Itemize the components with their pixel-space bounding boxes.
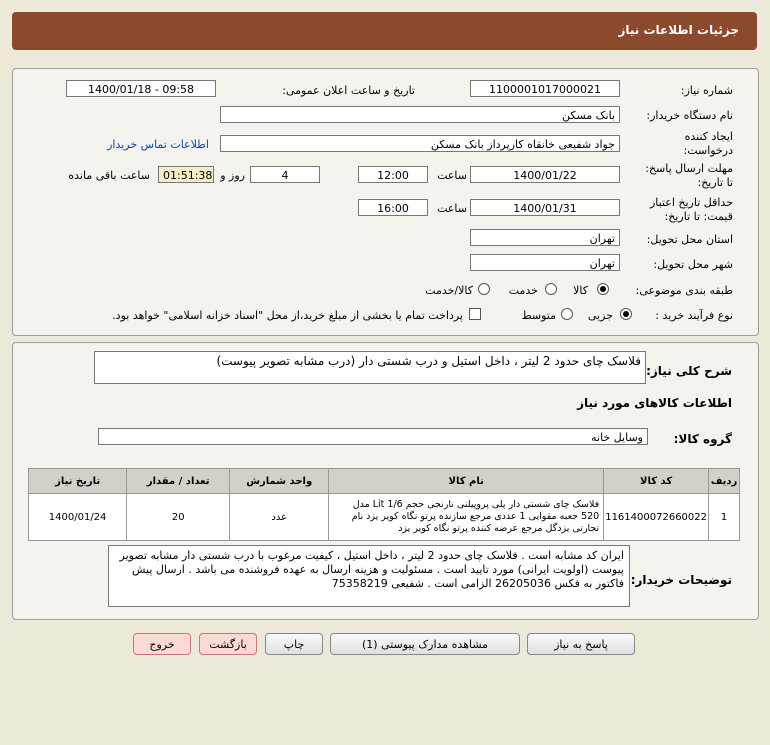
validity-time-label: ساعت [437,202,467,215]
city-field: تهران [470,254,620,271]
deadline-time-field: 12:00 [358,166,428,183]
buyer-org-field: بانک مسکن [220,106,620,123]
page-title: جزئیات اطلاعات نیاز [618,23,739,37]
back-button[interactable]: بازگشت [199,633,257,655]
description-label: شرح کلی نیاز: [646,364,732,378]
row-index: 1 [709,494,740,541]
row-date: 1400/01/24 [29,494,127,541]
treasury-payment-checkbox[interactable] [469,308,481,320]
category-goods-service-label: کالا/خدمت [425,284,473,297]
remaining-time-label: ساعت باقی مانده [68,169,150,182]
col-name: نام کالا [329,469,604,494]
province-field: تهران [470,229,620,246]
row-qty: 20 [127,494,230,541]
buyer-notes-label: توضیحات خریدار: [630,573,732,587]
validity-date-field: 1400/01/31 [470,199,620,216]
category-goods-radio[interactable] [597,283,609,295]
creator-label: ایجاد کننده درخواست: [683,130,733,157]
category-goods-label: کالا [573,284,588,297]
row-name: فلاسک چای شستی دار پلی پروپیلنی نارنجی حجم 1/6 Lit مدل 520 جعبه مقوایی 1 عددی مرجع سازنده پرتو نگاه کویر یزد نام تجارتی یزدگل مرجع عرضه کننده پرتو نگاه کویر یزد [329,494,604,541]
announce-label: تاریخ و ساعت اعلان عمومی: [282,84,415,97]
goods-group-label: گروه کالا: [673,432,732,446]
goods-table [28,468,740,541]
deadline-time-label: ساعت [437,169,467,182]
deadline-date-field: 1400/01/22 [470,166,620,183]
category-goods-service-radio[interactable] [478,283,490,295]
contact-info-link[interactable]: اطلاعات تماس خریدار [107,138,209,151]
days-label: روز و [220,169,245,182]
goods-group-field: وسایل خانه [98,428,648,445]
process-label: نوع فرآیند خرید : [655,309,733,322]
buyer-notes-field: ایران کد مشابه است . فلاسک چای حدود 2 لیتر ، داخل استیل ، کیفیت مرغوب با درب شستی دار مشابه تصویر پیوست (اولویت ایرانی) مورد تایید است . مسئولیت و هزینه ارسال به عهده فروشنده می باشد . ارسال پیش فاکتور به فکس 26205036 الزامی است . شفیعی 75358219 [108,545,630,607]
reply-button[interactable]: پاسخ به نیاز [527,633,635,655]
table-row[interactable] [29,494,740,541]
print-button[interactable]: چاپ [265,633,323,655]
row-unit: عدد [230,494,329,541]
province-label: استان محل تحویل: [646,233,733,246]
process-partial-label: جزیی [587,309,613,322]
process-medium-radio[interactable] [561,308,573,320]
deadline-label: مهلت ارسال پاسخ: تا تاریخ: [645,162,733,189]
col-date: تاریخ نیاز [29,469,127,494]
description-field: فلاسک چای حدود 2 لیتر ، داخل استیل و درب شستی دار (درب مشابه تصویر پیوست) [94,351,646,384]
validity-label: حداقل تاریخ اعتبار قیمت: تا تاریخ: [649,196,733,223]
page-header [12,12,757,50]
goods-info-title: اطلاعات کالاهای مورد نیاز [577,396,732,410]
announce-field: 1400/01/18 - 09:58 [66,80,216,97]
exit-button[interactable]: خروج [133,633,191,655]
buyer-org-label: نام دستگاه خریدار: [646,109,733,122]
creator-field: جواد شفیعی خانقاه کارپرداز بانک مسکن [220,135,620,152]
row-code: 1161400072660022 [604,494,709,541]
city-label: شهر محل تحویل: [653,258,733,271]
process-medium-label: متوسط [521,309,556,322]
col-qty: تعداد / مقدار [127,469,230,494]
view-attachments-button[interactable]: مشاهده مدارک پیوستی (1) [330,633,520,655]
days-remaining-field: 4 [250,166,320,183]
need-number-field: 1100001017000021 [470,80,620,97]
table-header-row [29,469,740,494]
category-label: طبقه بندی موضوعی: [635,284,733,297]
category-service-label: خدمت [508,284,538,297]
col-code: کد کالا [604,469,709,494]
col-index: ردیف [709,469,740,494]
category-service-radio[interactable] [545,283,557,295]
treasury-payment-note: پرداخت تمام یا بخشی از مبلغ خرید،از محل "اسناد خزانه اسلامی" خواهد بود. [112,309,463,322]
validity-time-field: 16:00 [358,199,428,216]
remaining-time-field: 01:51:38 [158,166,214,183]
col-unit: واحد شمارش [230,469,329,494]
process-partial-radio[interactable] [620,308,632,320]
need-number-label: شماره نیاز: [680,84,733,97]
